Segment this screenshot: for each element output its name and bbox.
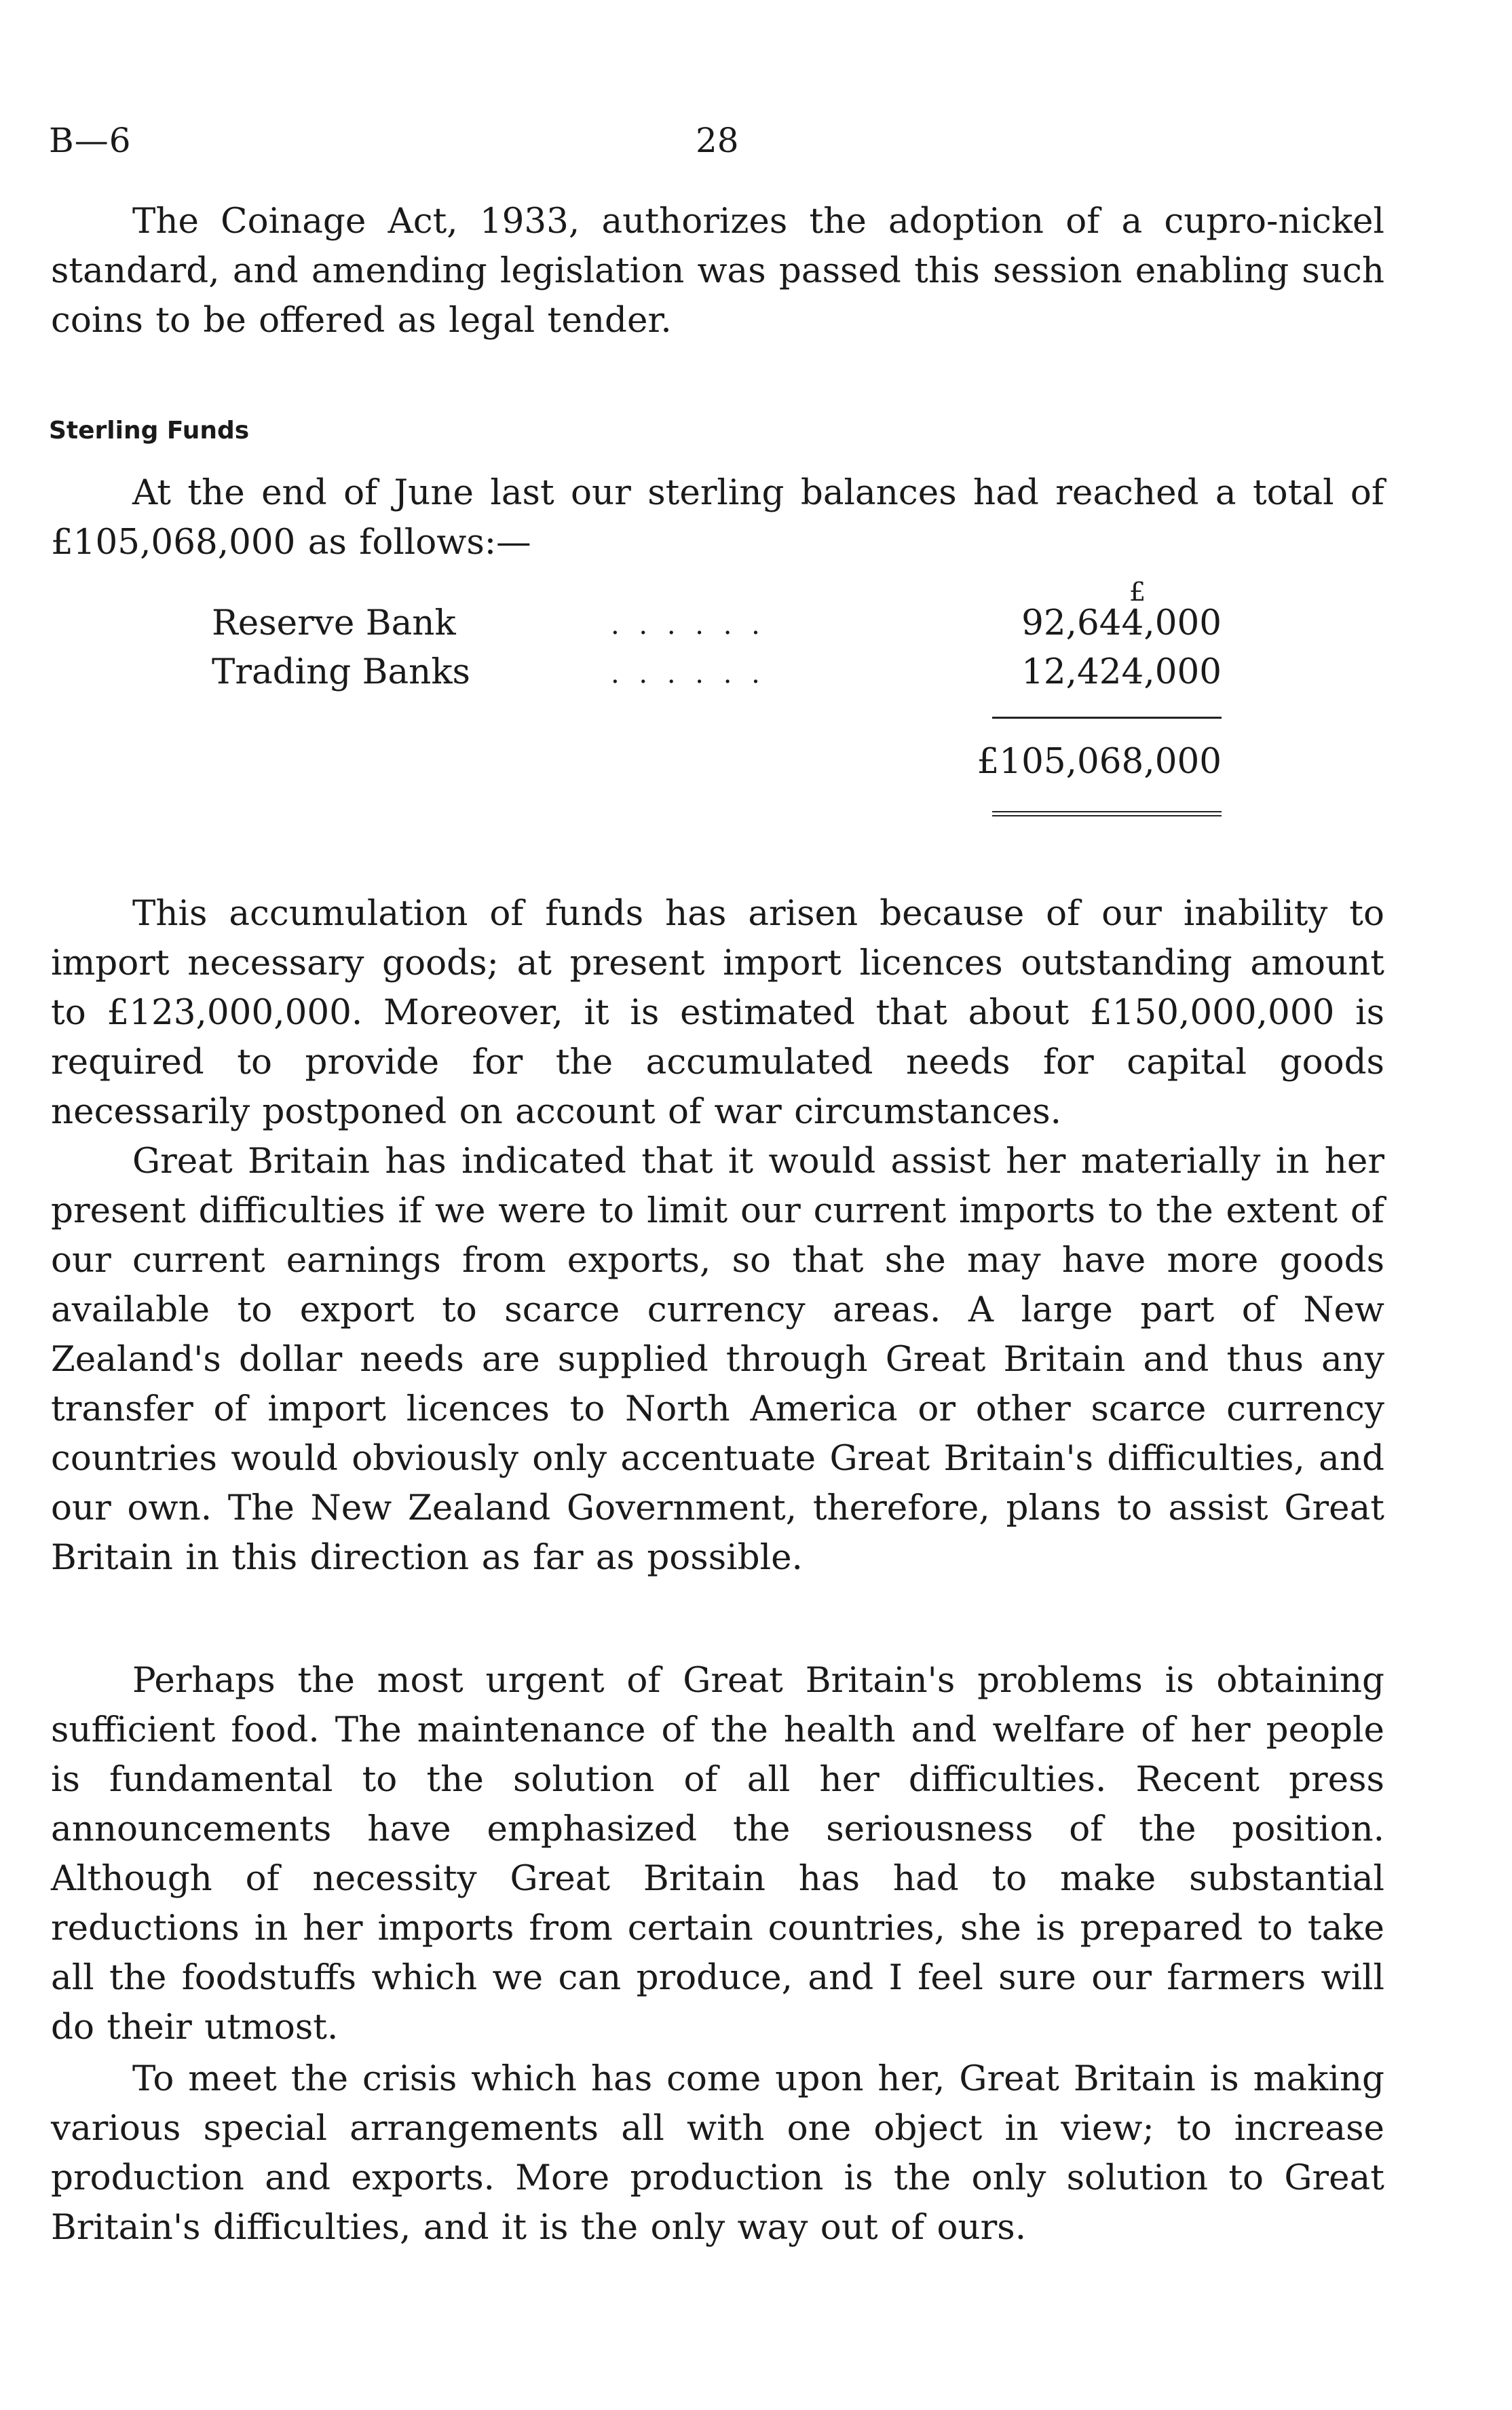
section-heading-sterling-funds: Sterling Funds (49, 417, 250, 445)
total-amount: £105,068,000 (977, 741, 1222, 782)
paragraph-accumulation: This accumulation of funds has arisen because of our inability to import necessary goods; at present import licences outstanding amount to £123,000,000. Moreover, it is estimated that about £150,000,000 is required to provide for the accumulated needs for capital goods necessarily postponed on account of war circumstances. (51, 893, 1384, 1132)
page-number: 28 (696, 121, 739, 160)
row-leaders-reserve-bank: . . . . . . (611, 609, 766, 641)
paragraph-food-problem: Perhaps the most urgent of Great Britain's problems is obtaining sufficient food. The maintenance of the health and welfare of her people is fundamental to the solution of all her difficulties. Recent press announcements have emphasized the seriousness of the position. Although of necessity Great Britain has had to make substantial reductions in her imports from certain countries, she is prepared to take all the foodstuffs which we can produce, and I feel sure our farmers will do their utmost. (51, 1660, 1384, 2048)
paragraph-coinage-act: The Coinage Act, 1933, authorizes the adoption of a cupro-nickel standard, and amending legislation was passed this session enabling such coins to be offered as legal tender. (51, 201, 1384, 341)
row-leaders-trading-banks: . . . . . . (611, 658, 766, 690)
total-rule (992, 717, 1222, 719)
row-amount-trading-banks: 12,424,000 (1021, 652, 1222, 692)
row-amount-reserve-bank: 92,644,000 (1021, 603, 1222, 643)
paragraph-great-britain-assistance: Great Britain has indicated that it would assist her materially in her present difficulties if we were to limit our current imports to the extent of our current earnings from exports, so that she may have more goods available to export to scarce currency areas. A large part of New Zealand's dollar needs are supplied through Great Britain and thus any transfer of import licences to North America or other scarce currency countries would obviously only accentuate Great Britain's difficulties, and our own. The New Zealand Government, therefore, plans to assist Great Britain in this direction as far as possible. (51, 1141, 1384, 1578)
document-reference: B—6 (49, 121, 132, 160)
row-label-trading-banks: Trading Banks (212, 652, 470, 692)
paragraph-sterling-intro: At the end of June last our sterling balances had reached a total of £105,068,000 as follows:— (51, 472, 1384, 563)
paragraph-crisis: To meet the crisis which has come upon her, Great Britain is making various special arrangements all with one object in view; to increase production and exports. More production is the only solution to Great Britain's difficulties, and it is the only way out of ours. (51, 2058, 1384, 2248)
total-double-rule (992, 811, 1222, 816)
sterling-balances-table (0, 0, 1512, 869)
row-label-reserve-bank: Reserve Bank (212, 603, 456, 643)
currency-symbol-header: £ (1129, 577, 1146, 607)
